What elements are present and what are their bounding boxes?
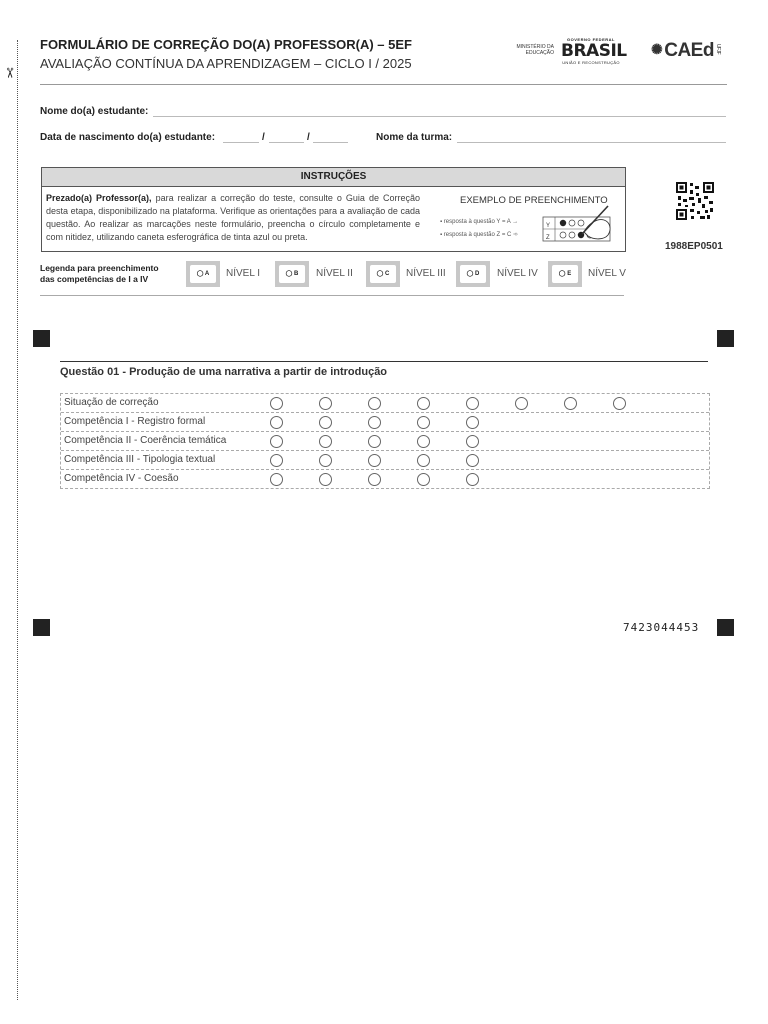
alignment-marker-icon — [717, 619, 734, 636]
grid-row-label: Competência III - Tipologia textual — [64, 454, 216, 465]
class-name-field[interactable] — [457, 142, 726, 143]
answer-bubble[interactable] — [466, 416, 479, 429]
pen-hand-icon — [542, 202, 617, 246]
example-q2-label: Z — [546, 235, 550, 241]
legend-level-4-box — [456, 261, 490, 287]
answer-bubble[interactable] — [613, 397, 626, 410]
legend-level-4-letter: D — [475, 271, 480, 277]
cut-line — [17, 40, 18, 1000]
answer-bubble[interactable] — [319, 473, 332, 486]
answer-bubble[interactable] — [417, 473, 430, 486]
example-q1-label: Y — [546, 223, 551, 229]
answer-bubble[interactable] — [417, 397, 430, 410]
caed-logo-sub: UFJF — [714, 43, 721, 54]
birth-date-label: Data de nascimento do(a) estudante: — [40, 132, 216, 143]
legend-level-4-swatch: ◯ D — [460, 265, 486, 283]
answer-bubble[interactable] — [270, 473, 283, 486]
grid-row-label: Competência I - Registro formal — [64, 416, 206, 427]
legend-level-5-swatch: ◯ E — [552, 265, 578, 283]
legend-level-2-letter: B — [294, 271, 299, 277]
grid-row-competencia-4 — [61, 470, 709, 488]
birth-year-field[interactable] — [313, 142, 348, 143]
answer-bubble[interactable] — [270, 435, 283, 448]
grid-row-label: Situação de correção — [64, 397, 159, 408]
form-code-id: 1988EP0501 — [665, 241, 723, 252]
answer-bubble[interactable] — [368, 416, 381, 429]
legend-level-4-label: NÍVEL IV — [497, 268, 538, 279]
date-separator-2: / — [307, 132, 310, 143]
answer-bubble[interactable] — [466, 454, 479, 467]
brasil-logo-word: BRASIL — [561, 41, 627, 61]
legend-level-1-box — [186, 261, 220, 287]
legend-level-3-letter: C — [385, 271, 390, 277]
question-divider — [60, 361, 708, 362]
student-name-field[interactable] — [153, 116, 726, 117]
header-divider — [40, 84, 727, 85]
legend-level-2-label: NÍVEL II — [316, 268, 353, 279]
brasil-logo-sub: UNIÃO E RECONSTRUÇÃO — [562, 60, 620, 65]
answer-bubble[interactable] — [319, 454, 332, 467]
instructions-greeting: Prezado(a) Professor(a), — [46, 193, 152, 203]
answer-bubble[interactable] — [319, 416, 332, 429]
governo-brasil-logo — [561, 37, 627, 65]
answer-bubble[interactable] — [368, 397, 381, 410]
date-separator-1: / — [262, 132, 265, 143]
grid-row-label: Competência II - Coerência temática — [64, 435, 227, 446]
instructions-text — [46, 192, 420, 244]
instructions-body: para realizar a correção do teste, consulte o Guia de Correção desta etapa, disponibilizado na plataforma. Verifique as orientações para a avaliação de cada questão. Ao realizar as marcações neste formulário, preencha o círculo completamente e com nitidez, utilizando caneta esferográfica de tinta azul ou preta. — [46, 193, 420, 242]
alignment-marker-icon — [33, 330, 50, 347]
example-title: EXEMPLO DE PREENCHIMENTO — [460, 195, 608, 206]
form-subtitle: AVALIAÇÃO CONTÍNUA DA APRENDIZAGEM – CICLO I / 2025 — [40, 56, 412, 71]
answer-bubble[interactable] — [368, 473, 381, 486]
legend-label: Legenda para preenchimento das competências de I a IV — [40, 263, 159, 284]
answer-bubble[interactable] — [417, 435, 430, 448]
legend-level-5-label: NÍVEL V — [588, 268, 626, 279]
answer-bubble[interactable] — [368, 435, 381, 448]
grid-row-competencia-2 — [61, 432, 709, 451]
form-title: FORMULÁRIO DE CORREÇÃO DO(A) PROFESSOR(A) – 5EF — [40, 37, 412, 52]
birth-day-field[interactable] — [223, 142, 259, 143]
example-row-2: ▪ resposta à questão Z = C ➾ — [440, 232, 519, 238]
caed-logo-text: CAEd — [664, 40, 714, 61]
answer-bubble[interactable] — [417, 454, 430, 467]
grid-row-competencia-1 — [61, 413, 709, 432]
scissors-icon: ✂ — [1, 67, 18, 79]
student-name-label: Nome do(a) estudante: — [40, 106, 149, 117]
legend-level-1-label: NÍVEL I — [226, 268, 261, 279]
legend-level-2-swatch: ◯ B — [279, 265, 305, 283]
ministerio-logo: MINISTÉRIO DA EDUCAÇÃO — [516, 44, 554, 56]
question-title: Questão 01 - Produção de uma narrativa a partir de introdução — [60, 366, 388, 378]
answer-bubble[interactable] — [417, 416, 430, 429]
caed-logo — [651, 40, 721, 62]
legend-level-5-letter: E — [567, 271, 572, 277]
alignment-marker-icon — [717, 330, 734, 347]
answer-bubble[interactable] — [466, 473, 479, 486]
birth-month-field[interactable] — [269, 142, 304, 143]
legend-level-3-swatch: ◯ C — [370, 265, 396, 283]
legend-level-3-label: NÍVEL III — [406, 268, 446, 279]
grid-row-situacao — [61, 394, 709, 413]
example-row-1: ▪ resposta à questão Y = A → — [440, 219, 519, 225]
answer-grid — [60, 393, 710, 489]
form-barcode-number: 7423044453 — [623, 621, 700, 634]
answer-bubble[interactable] — [466, 397, 479, 410]
grid-row-competencia-3 — [61, 451, 709, 470]
answer-bubble[interactable] — [319, 397, 332, 410]
legend-level-5-box — [548, 261, 582, 287]
alignment-marker-icon — [33, 619, 50, 636]
answer-bubble[interactable] — [270, 454, 283, 467]
instructions-heading: INSTRUÇÕES — [42, 168, 625, 187]
answer-bubble[interactable] — [564, 397, 577, 410]
legend-level-1-swatch: ◯ A — [190, 265, 216, 283]
grid-row-label: Competência IV - Coesão — [64, 473, 179, 484]
answer-bubble[interactable] — [270, 397, 283, 410]
instructions-box — [41, 167, 626, 252]
legend-level-3-box — [366, 261, 400, 287]
answer-bubble[interactable] — [466, 435, 479, 448]
answer-bubble[interactable] — [515, 397, 528, 410]
answer-bubble[interactable] — [270, 416, 283, 429]
qr-code-icon — [676, 182, 714, 220]
answer-bubble[interactable] — [319, 435, 332, 448]
legend-divider — [40, 295, 624, 296]
legend-level-2-box — [275, 261, 309, 287]
legend-level-1-letter: A — [204, 271, 210, 277]
example-row-2-text: resposta à questão Z = C — [443, 232, 512, 238]
brasil-logo-top: GOVERNO FEDERAL — [567, 37, 615, 42]
class-name-label: Nome da turma: — [376, 132, 453, 143]
caed-logo-icon: ✺ — [651, 41, 663, 57]
example-row-1-text: resposta à questão Y = A — [443, 219, 511, 225]
answer-bubble[interactable] — [368, 454, 381, 467]
